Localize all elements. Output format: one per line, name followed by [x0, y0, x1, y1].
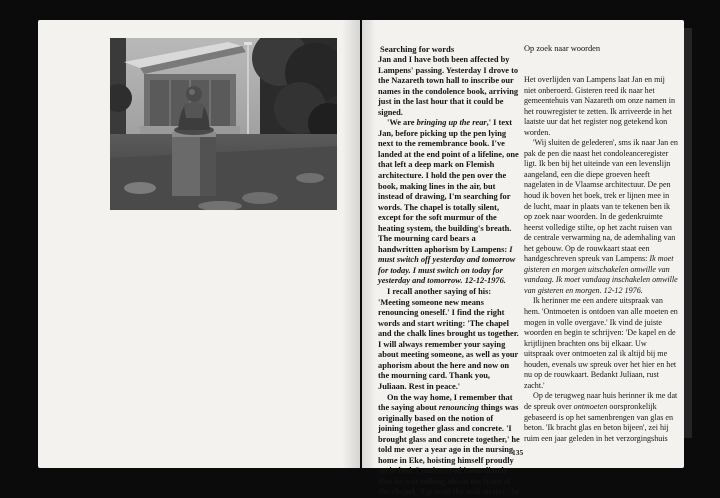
en-paragraph-3: I recall another saying of his: 'Meeting someone new means renouncing oneself.' I find the right words and start writing: 'The chapel and the chalk lines brought us together. I will always remember your saying about meeting someone, as well as your aphorism about the here and now on the mourning card. Thank you, Juliaan. Rest in peace.': [378, 287, 519, 391]
book-spread: [38, 20, 684, 468]
left-page: [38, 20, 360, 468]
dutch-text-column: [524, 75, 678, 444]
heading-dutch: Op zoek naar woorden: [524, 44, 601, 53]
en-paragraph-2-text-b: ,' I text Jan, before picking up the pen lying next to the remembrance book. I've landed at the end point of a lifeline, one that left a deep mark on Flemish architecture. I hold the pen over the book, making lines in the air, but instead of drawing, I'm searching for words. The chapel is totally silent, except for the soft murmur of the heating system, the building's breath. The mourning card bears a handwritten aphorism by Lampens:: [378, 118, 519, 254]
nl-paragraph-4-text-a: Op de terugweg naar huis herinner ik me dat de spreuk over: [524, 391, 678, 411]
nl-paragraph-2: [524, 138, 678, 296]
nl-paragraph-4: [524, 391, 678, 444]
heading-english: Searching for words: [380, 44, 455, 54]
page-number: 135: [512, 448, 524, 457]
nl-emphasis: ontmoeten: [573, 401, 608, 411]
english-column: [378, 55, 520, 498]
memorial-statue-photo: [110, 38, 337, 210]
nl-mourning-card-quote: Ik moet gisteren en morgen uitschakelen omwille van vandaag. Ik moet vandaag inschakelen omwille van gisteren en morgen. 12-12 1976.: [524, 254, 678, 295]
nl-paragraph-1: Het overlijden van Lampens laat Jan en mij niet onberoerd. Gisteren reed ik naar het gemeentehuis van Nazareth om onze namen in het rouwregister te zetten. Ik arriveerde in het laatste uur dat het register nog getekend kon worden.: [524, 75, 676, 137]
en-paragraph-4-text-a: On the way home, I remember that the saying about: [378, 392, 513, 413]
nl-paragraph-4-text-b: oorspronkelijk gebaseerd is op het samenbrengen van glas en beton. 'Ik bracht glas en beton bijeen', zei hij ruim een jaar geleden in het verzorgingshuis: [524, 401, 674, 443]
en-paragraph-2-text-a: 'We are: [387, 118, 417, 128]
en-paragraph-2: [378, 118, 520, 287]
en-emphasis: bringing up the rear: [416, 118, 487, 128]
book-edge-tab: [684, 28, 692, 438]
en-paragraph-4: [378, 393, 520, 498]
en-emphasis-renouncing: renouncing: [438, 403, 479, 413]
en-paragraph-1: Jan and I have both been affected by Lampens' passing. Yesterday I drove to the Nazareth town hall to inscribe our names in the condolence book, arriving just in the last hour that it could be signed.: [378, 55, 519, 117]
photo-illustration: [110, 38, 337, 210]
nl-paragraph-2-text: 'Wij sluiten de gelederen', sms ik naar Jan en pak de pen die naast het condoleanceregister ligt. Ik ben bij het uiteinde van een levenslijn aangeland, een die diepe groeven heeft nagelaten in de Vlaamse architectuur. De pen houd ik boven het boek, trek er lijnen mee in de lucht, maar in plaats van te tekenen ben ik op zoek naar woorden. In de gedenkruimte heerst volledige stilte, op het zacht ruisen van de centrale verwarming na, de ademhaling van het gebouw. Op de rouwkaart staat een handgeschreven spreuk van Lampens:: [524, 138, 678, 264]
nl-paragraph-3: Ik herinner me een andere uitspraak van hem. 'Ontmoeten is ontdoen van alle moeten en mogen in volle overgave.' Ik vind de juiste woorden en begin te schrijven: 'De kapel en de krijtlijnen brachten ons bij elkaar. Uw uitspraak over ontmoeten zal ik altijd bij me houden, evenals uw spreuk over het hier en het nu op de rouwkaart. Bedankt Juliaan, rust zacht.': [524, 296, 678, 390]
en-mourning-card-quote: I must switch off yesterday and tomorrow for today. I must switch on today for yesterday and tomorrow. 12-12-1976.: [378, 244, 516, 286]
gutter-shadow: [342, 20, 360, 468]
en-paragraph-4-text-b: things was originally based on the notion of joining together glass and concrete. 'I brought glass and concrete together,' he told me over a year ago in the nursing home in Eke, hoisting himself proudly up in bed. I understood immediately that he was talking about the front of the chapel. 'Up until the mid-sixties,' he: [378, 403, 520, 497]
gutter-shadow: [362, 20, 376, 468]
